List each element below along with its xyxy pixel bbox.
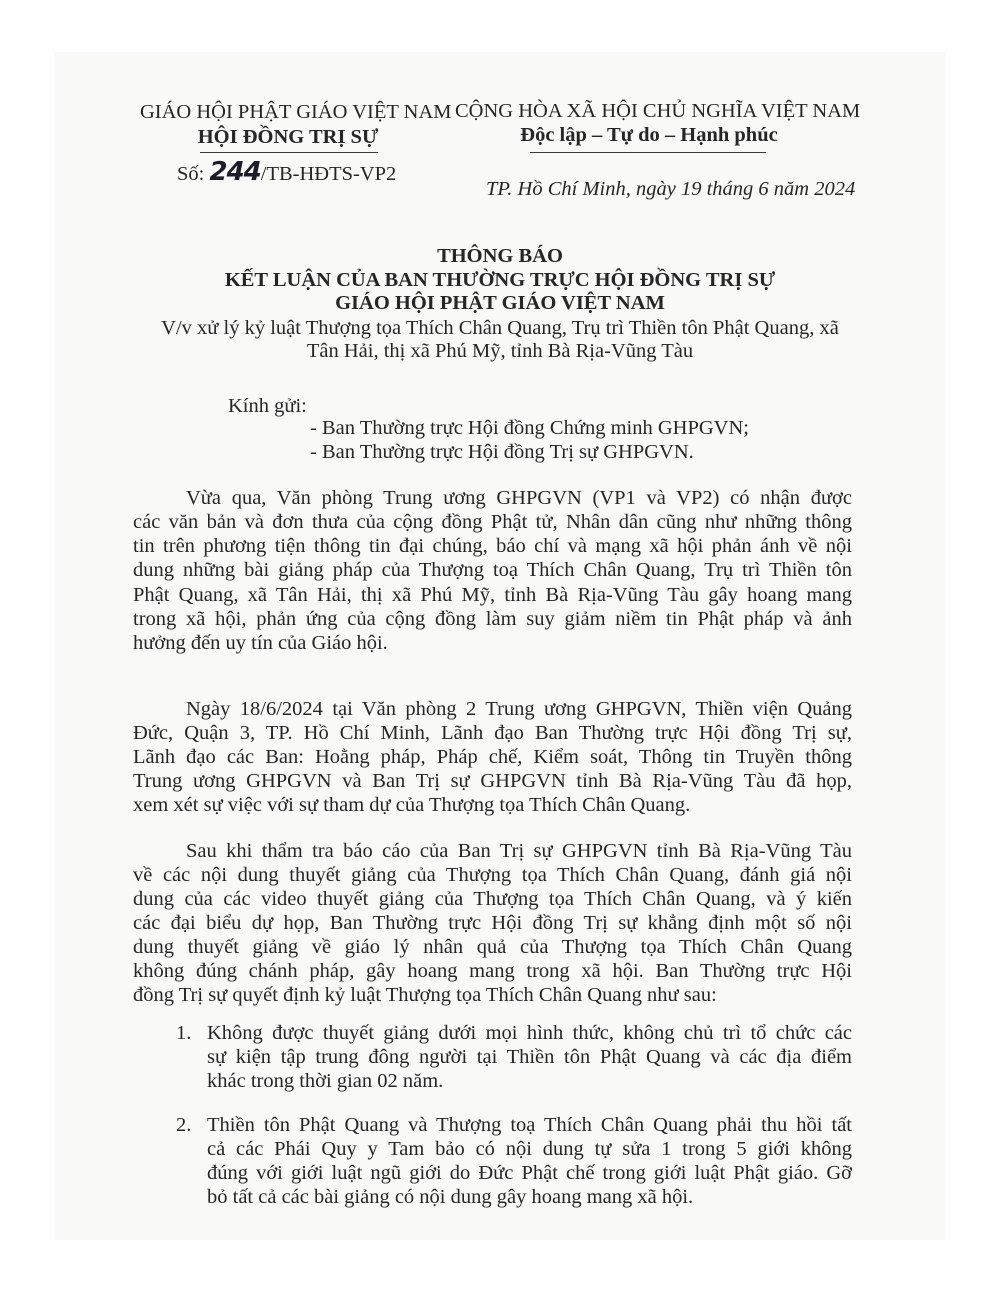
paragraph-line: không đúng chánh pháp, gây hoang mang trong xã hội. Ban Thường trực Hội <box>133 960 852 982</box>
list-item-line: Thiền tôn Phật Quang và Thượng toạ Thích Chân Quang phải thu hồi tất <box>207 1114 852 1136</box>
paragraph-line: các văn bản và đơn thưa của cộng đồng Phật tử, Nhân dân cũng như những thông <box>133 511 852 533</box>
list-item-line: Không được thuyết giảng dưới mọi hình thức, không chủ trì tổ chức các <box>207 1022 852 1044</box>
subject-line-1: V/v xử lý kỷ luật Thượng tọa Thích Chân Quang, Trụ trì Thiền tôn Phật Quang, xã <box>161 317 839 339</box>
paragraph-line: về các nội dung thuyết giảng của Thượng tọa Thích Chân Quang, đánh giá nội <box>133 864 852 886</box>
paragraph-line: đồng Trị sự quyết định kỷ luật Thượng tọa Thích Chân Quang như sau: <box>133 984 717 1006</box>
list-item-line: khác trong thời gian 02 năm. <box>207 1070 444 1092</box>
paragraph-line: dung những bài giảng pháp của Thượng toạ Thích Chân Quang, Trụ trì Thiền tôn <box>133 559 852 581</box>
paragraph-line: dung của các video thuyết giảng của Thượng tọa Thích Chân Quang, và ý kiến <box>133 888 852 910</box>
recipient-item: - Ban Thường trực Hội đồng Trị sự GHPGVN. <box>310 441 694 463</box>
paragraph-line: các đại biểu dự họp, Ban Thường trực Hội đồng Trị sự khẳng định một số nội <box>133 912 852 934</box>
right-header-underline <box>530 152 766 153</box>
document-number <box>177 157 397 187</box>
document-type-title: THÔNG BÁO <box>437 245 563 267</box>
paragraph-line: Ngày 18/6/2024 tại Văn phòng 2 Trung ương GHPGVN, Thiền viện Quảng <box>186 698 852 720</box>
paragraph-line: xem xét sự việc với sự tham dự của Thượng tọa Thích Chân Quang. <box>133 794 691 816</box>
national-motto: Độc lập – Tự do – Hạnh phúc <box>520 124 778 146</box>
document-title-line-2: KẾT LUẬN CỦA BAN THƯỜNG TRỰC HỘI ĐỒNG TRỊ SỰ <box>224 269 776 291</box>
paragraph-line: tin trên phương tiện thông tin đại chúng, báo chí và mạng xã hội phản ánh về nội <box>133 535 852 557</box>
recipients-label: Kính gửi: <box>228 395 307 417</box>
paragraph-line: hưởng đến uy tín của Giáo hội. <box>133 632 388 654</box>
list-item-line: sự kiện tập trung đông người tại Thiền tôn Phật Quang và các địa điểm <box>207 1046 852 1068</box>
handwritten-number: 244 <box>209 157 261 187</box>
paragraph-line: Sau khi thẩm tra báo cáo của Ban Trị sự GHPGVN tỉnh Bà Rịa-Vũng Tàu <box>186 840 852 862</box>
paragraph-line: Trung ương GHPGVN và Ban Trị sự GHPGVN tỉnh Bà Rịa-Vũng Tàu đã họp, <box>133 770 852 792</box>
recipient-item: - Ban Thường trực Hội đồng Chứng minh GHPGVN; <box>310 417 749 439</box>
list-item-line: cả các Phái Quy y Tam bảo có nội dung tự sửa 1 trong 5 giới không <box>207 1138 852 1160</box>
issuing-council: HỘI ĐỒNG TRỊ SỰ <box>197 126 379 148</box>
list-number: 2. <box>176 1114 192 1136</box>
document-number-prefix: Số: <box>177 163 210 185</box>
paragraph-line: dung thuyết giảng về giáo lý nhân quả của Thượng tọa Thích Chân Quang <box>133 936 852 958</box>
document-number-suffix: /TB-HĐTS-VP2 <box>260 163 397 185</box>
paragraph-line: trong xã hội, phản ứng của cộng đồng làm suy giảm niềm tin Phật pháp và ảnh <box>133 608 852 630</box>
left-header-underline <box>200 152 378 153</box>
issuing-organization: GIÁO HỘI PHẬT GIÁO VIỆT NAM <box>140 101 452 123</box>
paragraph-line: Phật Quang, xã Tân Hải, thị xã Phú Mỹ, tỉnh Bà Rịa-Vũng Tàu gây hoang mang <box>133 584 852 606</box>
national-title: CỘNG HÒA XÃ HỘI CHỦ NGHĨA VIỆT NAM <box>455 100 861 122</box>
list-number: 1. <box>176 1022 192 1044</box>
place-and-date: TP. Hồ Chí Minh, ngày 19 tháng 6 năm 2024 <box>486 178 856 200</box>
paragraph-line: Đức, Quận 3, TP. Hồ Chí Minh, Lãnh đạo Ban Thường trực Hội đồng Trị sự, <box>133 722 852 744</box>
paragraph-line: Lãnh đạo các Ban: Hoằng pháp, Pháp chế, Kiểm soát, Thông tin Truyền thông <box>133 746 852 768</box>
list-item-line: bỏ tất cả các bài giảng có nội dung gây hoang mang xã hội. <box>207 1186 694 1208</box>
paragraph-line: Vừa qua, Văn phòng Trung ương GHPGVN (VP1 và VP2) có nhận được <box>186 487 852 509</box>
list-item-line: đúng với giới luật ngũ giới do Đức Phật chế trong giới luật Phật giáo. Gỡ <box>207 1162 852 1184</box>
document-title-line-3: GIÁO HỘI PHẬT GIÁO VIỆT NAM <box>335 292 665 314</box>
subject-line-2: Tân Hải, thị xã Phú Mỹ, tỉnh Bà Rịa-Vũng Tàu <box>306 340 694 362</box>
